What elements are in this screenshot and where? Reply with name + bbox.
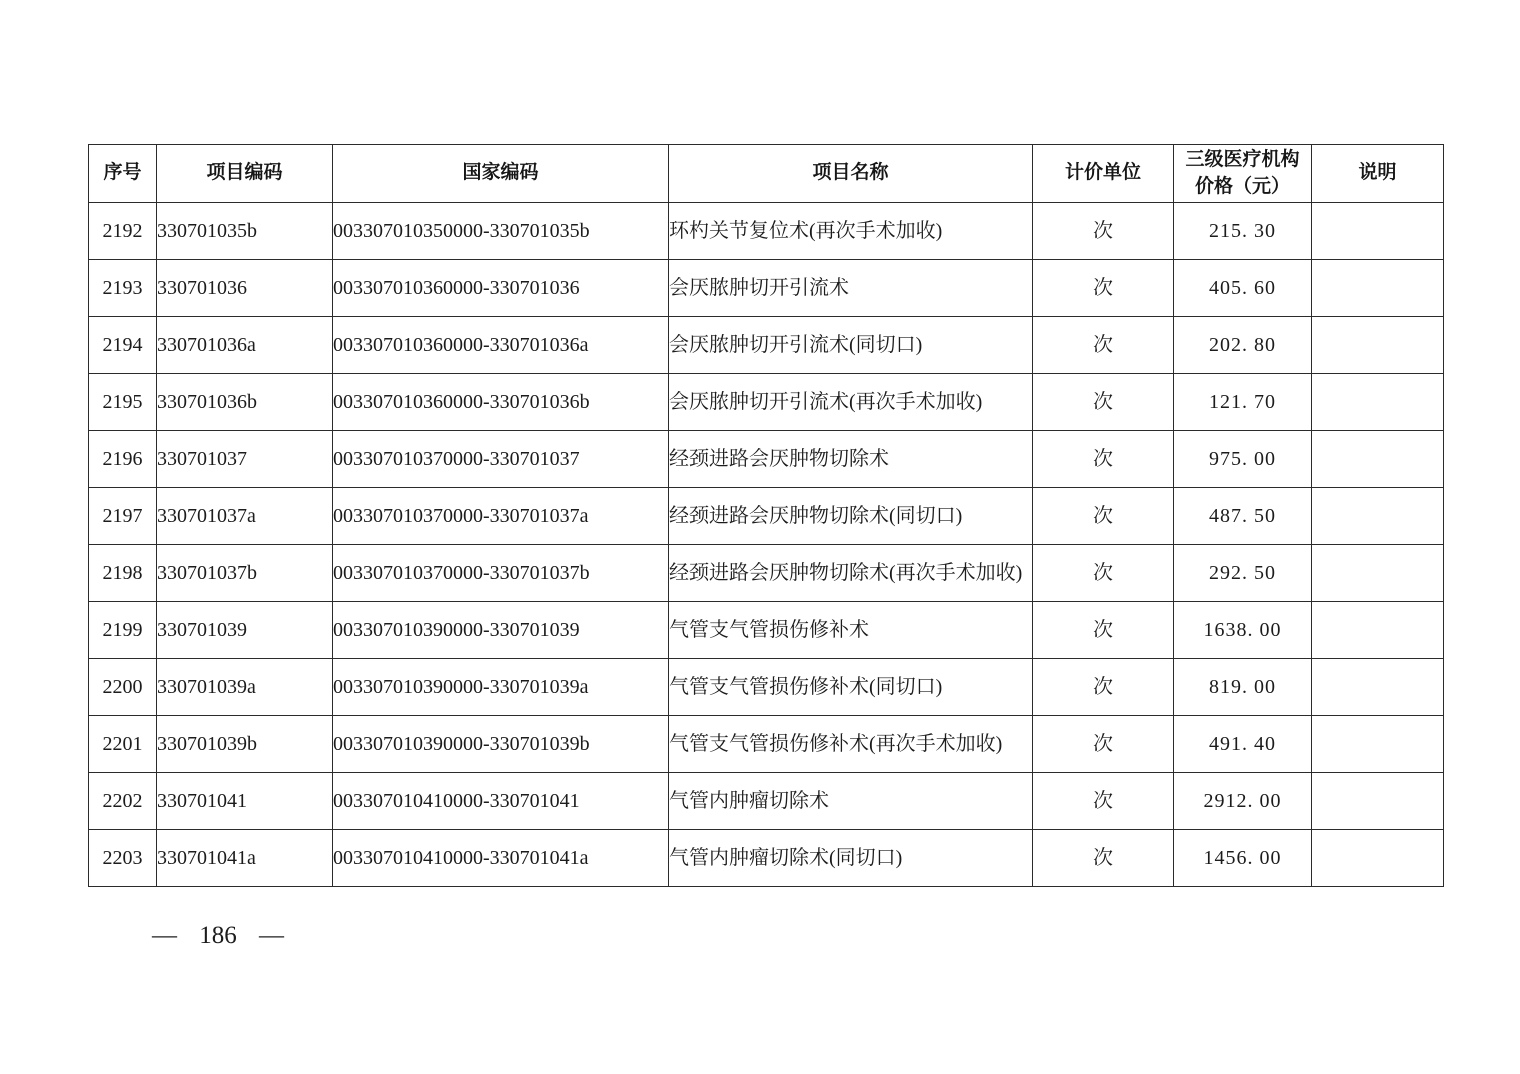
cell-national-code: 003307010360000-330701036 xyxy=(333,260,669,317)
cell-seq: 2197 xyxy=(89,488,157,545)
cell-seq: 2195 xyxy=(89,374,157,431)
cell-note xyxy=(1312,488,1444,545)
cell-national-code: 003307010390000-330701039a xyxy=(333,659,669,716)
cell-seq: 2193 xyxy=(89,260,157,317)
header-note: 说明 xyxy=(1312,145,1444,203)
cell-project-code: 330701035b xyxy=(157,203,333,260)
cell-project-code: 330701036 xyxy=(157,260,333,317)
header-national-code: 国家编码 xyxy=(333,145,669,203)
cell-national-code: 003307010390000-330701039 xyxy=(333,602,669,659)
header-price: 三级医疗机构价格（元） xyxy=(1174,145,1312,203)
cell-project-name: 气管支气管损伤修补术(同切口) xyxy=(669,659,1033,716)
cell-seq: 2203 xyxy=(89,830,157,887)
cell-unit: 次 xyxy=(1033,317,1174,374)
cell-price: 975. 00 xyxy=(1174,431,1312,488)
cell-unit: 次 xyxy=(1033,431,1174,488)
cell-project-code: 330701041 xyxy=(157,773,333,830)
cell-price: 819. 00 xyxy=(1174,659,1312,716)
cell-note xyxy=(1312,431,1444,488)
cell-note xyxy=(1312,830,1444,887)
cell-project-name: 气管支气管损伤修补术(再次手术加收) xyxy=(669,716,1033,773)
cell-seq: 2201 xyxy=(89,716,157,773)
cell-unit: 次 xyxy=(1033,374,1174,431)
cell-price: 405. 60 xyxy=(1174,260,1312,317)
table-row xyxy=(89,488,1444,545)
cell-seq: 2192 xyxy=(89,203,157,260)
cell-note xyxy=(1312,659,1444,716)
table-row xyxy=(89,716,1444,773)
cell-project-name: 经颈进路会厌肿物切除术(再次手术加收) xyxy=(669,545,1033,602)
cell-price: 292. 50 xyxy=(1174,545,1312,602)
header-project-code: 项目编码 xyxy=(157,145,333,203)
cell-price: 121. 70 xyxy=(1174,374,1312,431)
header-seq: 序号 xyxy=(89,145,157,203)
cell-national-code: 003307010410000-330701041a xyxy=(333,830,669,887)
cell-note xyxy=(1312,716,1444,773)
cell-seq: 2196 xyxy=(89,431,157,488)
cell-project-code: 330701037b xyxy=(157,545,333,602)
cell-unit: 次 xyxy=(1033,260,1174,317)
cell-project-name: 经颈进路会厌肿物切除术(同切口) xyxy=(669,488,1033,545)
cell-project-code: 330701037a xyxy=(157,488,333,545)
cell-price: 491. 40 xyxy=(1174,716,1312,773)
cell-national-code: 003307010410000-330701041 xyxy=(333,773,669,830)
cell-project-name: 会厌脓肿切开引流术 xyxy=(669,260,1033,317)
table-row xyxy=(89,830,1444,887)
cell-project-code: 330701039a xyxy=(157,659,333,716)
table-row xyxy=(89,773,1444,830)
cell-project-code: 330701036a xyxy=(157,317,333,374)
cell-note xyxy=(1312,317,1444,374)
cell-project-code: 330701041a xyxy=(157,830,333,887)
cell-unit: 次 xyxy=(1033,545,1174,602)
cell-unit: 次 xyxy=(1033,602,1174,659)
cell-national-code: 003307010370000-330701037a xyxy=(333,488,669,545)
cell-price: 202. 80 xyxy=(1174,317,1312,374)
cell-project-name: 环杓关节复位术(再次手术加收) xyxy=(669,203,1033,260)
cell-project-name: 气管支气管损伤修补术 xyxy=(669,602,1033,659)
cell-price: 1638. 00 xyxy=(1174,602,1312,659)
cell-project-code: 330701039 xyxy=(157,602,333,659)
cell-seq: 2194 xyxy=(89,317,157,374)
table-row xyxy=(89,602,1444,659)
cell-note xyxy=(1312,545,1444,602)
cell-seq: 2202 xyxy=(89,773,157,830)
table-row xyxy=(89,374,1444,431)
table-row xyxy=(89,659,1444,716)
cell-note xyxy=(1312,203,1444,260)
cell-price: 215. 30 xyxy=(1174,203,1312,260)
cell-unit: 次 xyxy=(1033,773,1174,830)
cell-unit: 次 xyxy=(1033,716,1174,773)
table-row xyxy=(89,317,1444,374)
cell-unit: 次 xyxy=(1033,659,1174,716)
header-unit: 计价单位 xyxy=(1033,145,1174,203)
table-row xyxy=(89,203,1444,260)
cell-project-name: 会厌脓肿切开引流术(同切口) xyxy=(669,317,1033,374)
cell-unit: 次 xyxy=(1033,203,1174,260)
cell-price: 1456. 00 xyxy=(1174,830,1312,887)
cell-seq: 2200 xyxy=(89,659,157,716)
cell-national-code: 003307010370000-330701037b xyxy=(333,545,669,602)
cell-project-name: 会厌脓肿切开引流术(再次手术加收) xyxy=(669,374,1033,431)
header-project-name: 项目名称 xyxy=(669,145,1033,203)
cell-seq: 2198 xyxy=(89,545,157,602)
cell-national-code: 003307010370000-330701037 xyxy=(333,431,669,488)
cell-national-code: 003307010350000-330701035b xyxy=(333,203,669,260)
cell-project-code: 330701036b xyxy=(157,374,333,431)
cell-national-code: 003307010360000-330701036a xyxy=(333,317,669,374)
table-row xyxy=(89,260,1444,317)
table-row xyxy=(89,431,1444,488)
cell-national-code: 003307010390000-330701039b xyxy=(333,716,669,773)
medical-price-table xyxy=(88,144,1444,887)
table-row xyxy=(89,545,1444,602)
cell-project-code: 330701037 xyxy=(157,431,333,488)
cell-note xyxy=(1312,260,1444,317)
cell-project-name: 经颈进路会厌肿物切除术 xyxy=(669,431,1033,488)
page-number: — 186 — xyxy=(152,922,284,949)
cell-price: 487. 50 xyxy=(1174,488,1312,545)
cell-note xyxy=(1312,374,1444,431)
cell-unit: 次 xyxy=(1033,830,1174,887)
header-row xyxy=(89,145,1444,203)
cell-project-name: 气管内肿瘤切除术(同切口) xyxy=(669,830,1033,887)
cell-project-name: 气管内肿瘤切除术 xyxy=(669,773,1033,830)
cell-note xyxy=(1312,773,1444,830)
cell-seq: 2199 xyxy=(89,602,157,659)
cell-price: 2912. 00 xyxy=(1174,773,1312,830)
cell-note xyxy=(1312,602,1444,659)
cell-unit: 次 xyxy=(1033,488,1174,545)
cell-project-code: 330701039b xyxy=(157,716,333,773)
cell-national-code: 003307010360000-330701036b xyxy=(333,374,669,431)
